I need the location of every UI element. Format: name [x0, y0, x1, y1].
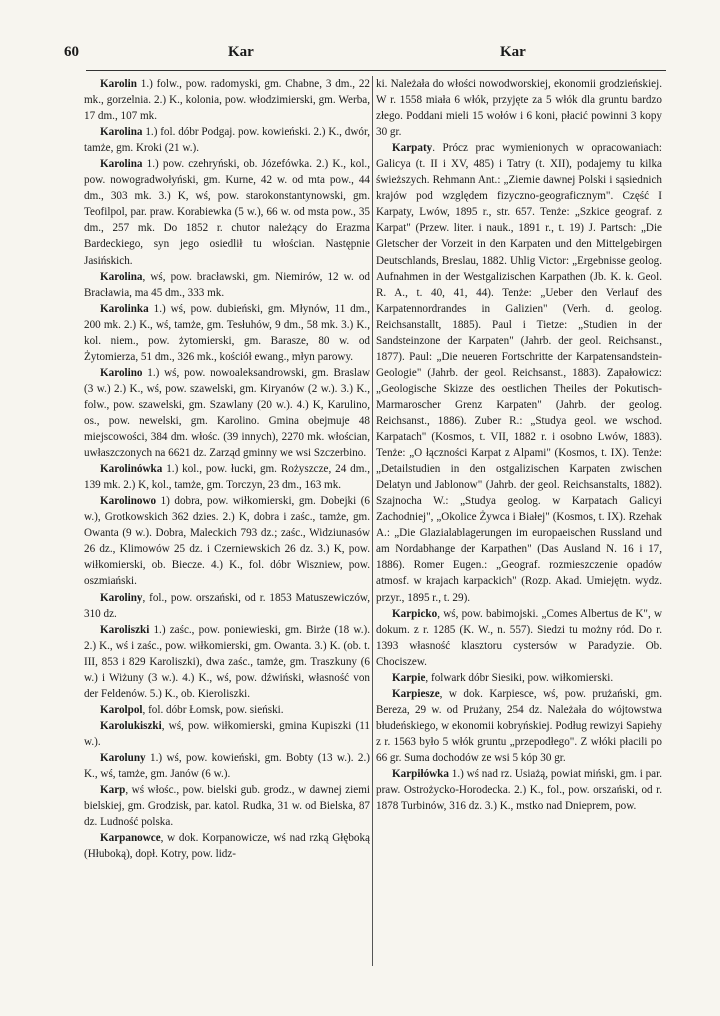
- dictionary-entry: [376, 140, 662, 605]
- dictionary-entry: [376, 766, 662, 814]
- entry-headword: Karolinówka: [100, 463, 163, 476]
- entry-headword: Karoluny: [100, 751, 146, 764]
- entry-text: 1.) folw., pow. radomyski, gm. Chabne, 3 dm., 22 mk., gorzelnia. 2.) K., kolonia, pow. włodzimierski, gm. Werba, 17 dm., 107 mk.: [84, 78, 370, 123]
- dictionary-entry: [84, 718, 370, 750]
- entry-headword: Karolinowo: [100, 495, 157, 508]
- dictionary-entry: [84, 461, 370, 493]
- dictionary-entry: [376, 670, 662, 686]
- column-divider: [372, 76, 373, 966]
- left-column: [84, 76, 370, 976]
- entry-text: 1.) wś, pow. dubieński, gm. Młynów, 11 dm., 200 mk. 2.) K., wś, tamże, gm. Tesłuhów, 9 dm., 58 mk. 3.) K., kol. niem., pow. żytomierski, gm. Barasze, 80 w. od Żytomierza, 51 dm., 326 mk., kościół ewang., młyn parowy.: [84, 302, 370, 363]
- entry-headword: Karolina: [100, 270, 143, 283]
- entry-headword: Karpiesze: [392, 687, 440, 700]
- entry-text: 1.) kol., pow. łucki, gm. Rożyszcze, 24 dm., 139 mk. 2.) K, kol., tamże, gm. Torczyn, 23 dm., 163 mk.: [84, 463, 370, 492]
- entry-headword: Karpaty: [392, 142, 433, 155]
- entry-headword: Karolpol: [100, 703, 143, 716]
- entry-headword: Karpie: [392, 671, 426, 684]
- entry-text: , wś, pow. babimojski. „Comes Albertus de K", w dokum. z r. 1285 (K. W., n. 557). Siedzi tu możny ród. Do r. 1393 własność klasztoru cystersów w Paradyzie. Ob. Chociszew.: [376, 607, 662, 668]
- header-rule: [86, 70, 666, 71]
- dictionary-entry: [84, 782, 370, 830]
- entry-text: , w dok. Korpanowicze, wś nad rzką Głęboką (Hłuboką), dopł. Kotry, pow. lidz-: [84, 832, 370, 861]
- dictionary-entry: [84, 156, 370, 268]
- entry-text: , fol., pow. orszański, od r. 1853 Matuszewiczów, 310 dz.: [84, 591, 370, 620]
- right-column: [376, 76, 662, 976]
- dictionary-entry: [84, 124, 370, 156]
- entry-text: 1.) wś, pow. kowieński, gm. Bobty (13 w.). 2.) K., wś, tamże, gm. Janów (6 w.).: [84, 751, 370, 781]
- entry-headword: Karpiłówka: [392, 768, 449, 781]
- dictionary-entry: [376, 686, 662, 766]
- entry-headword: Karolina: [100, 158, 143, 171]
- dictionary-entry: [84, 301, 370, 365]
- entry-text: , fol. dóbr Łomsk, pow. sieński.: [142, 703, 284, 716]
- entry-headword: Karolino: [100, 366, 143, 379]
- dictionary-entry: [376, 76, 662, 140]
- entry-text: 1.) fol. dóbr Podgaj. pow. kowieński. 2.) K., dwór, tamże, gm. Kroki (21 w.).: [84, 126, 370, 155]
- dictionary-entry: [84, 365, 370, 461]
- dictionary-entry: [84, 750, 370, 782]
- dictionary-entry: [376, 606, 662, 670]
- entry-text: . Prócz prac wymienionych w opracowaniach: Galicya (t. II i XV, 485) i Tatry (t. XII), podajemy tu kilka świeższych. Rehmann Ant.: „Ziemie dawnej Polski i sąsiednich krajów pod względem fizyczno-geograficznym". Część I Karpaty, Lwów, 1895 r., str. 657. Tenże: „Szkice geograf. z Karpat" (Przew. liter. i nauk., 1891 r., t. 19) J. Partsch: „Die Gletscher der Vorzeit in den Karpaten und den Mittelgebirgen Deutschlands, Breslau, 1882. Uhlig Victor: „Ergebnisse geolog. Aufnahmen in der Westgalizischen Karpathen (Jb. K. k. Geol. R. A., t. 40, 41, 44). Tenże: „Ueber den Verlauf des Karpatennordrandes in Galizien" (Verh. d. geolog. Reichsanstallt, 1885). Paul i Tietze: „Studien in der Sandsteinzone der Karpaten" (Jahrb. der geol. Reichsanst., 1877). Paul: „Die neueren Fortschritte der Karpatensandstein-Geologie" (Jahrb. der geol. Reichsanst., 1883). Zapałowicz: „Geologische Skizze des oestlichen Theiles der Pokutisch-Marmaroscher Grenz Karpaten" (Jahrb. der geolog. Reichsanst., 1886). Zuber R.: „Studya geol. we wschod. Karpatach" (Kosmos, t. VII, 1882 r. i osobno Lwów, 1883). Tenże: „O łączności Karpat z Alpami" (Kosmos, t. IX). Tenże: „Detailstudien in den ostgalizischen Karpaten zwischen Delatyn und Jablonow" (Jahrb. der geol. Reichsanstalts, 1882). Szajnocha W.: „Studya geolog. w Karpatach Galicyi Zachodniej", „Okolice Żywca i Białej" (Kosmos, t. IX). Rzehak A.: „Die Glazialablagerungen im europaeischen Russland und am Nordabhange der Karpathen" (Das Ausland N. 16 i 17, 1886). Romer Eugen.: „Geograf. rozmieszczenie opadów atmosf. w krajach karpackich" (Rozp. Akad. Umiejętn. wydz. przyr., 1895 r., t. 29).: [376, 142, 662, 604]
- entry-text: , wś, pow. wiłkomierski, gmina Kupiszki (11 w.).: [84, 719, 370, 748]
- entry-headword: Karpicko: [392, 607, 438, 620]
- dictionary-entry: [84, 590, 370, 622]
- entry-headword: Karolina: [100, 126, 143, 139]
- dictionary-entry: [84, 622, 370, 702]
- entry-text: , wś włośc., pow. bielski gub. grodz., w dawnej ziemi bielskiej, gm. Grodzisk, par. katol. Rudka, 31 w. od Bielska, 87 dz. Ludność polska.: [84, 784, 370, 829]
- entry-headword: Karolinka: [100, 302, 149, 315]
- dictionary-entry: [84, 493, 370, 589]
- entry-text: , wś, pow. bracławski, gm. Niemirów, 12 w. od Bracławia, ma 45 dm., 333 mk.: [84, 270, 370, 299]
- entry-headword: Karpanowce: [100, 832, 161, 845]
- entry-text: 1.) wś nad rz. Usiażą, powiat miński, gm. i par. praw. Ostrożycko-Horodecka. 2.) K., fol., pow. orszański, od r. 1878 Turbinów, 316 dz. 3.) K., mstko nad Dnieprem, pow.: [376, 768, 662, 813]
- entry-headword: Karoliszki: [100, 623, 150, 636]
- dictionary-entry: [84, 76, 370, 124]
- running-head-left: Kar: [228, 44, 254, 60]
- entry-text: 1.) wś, pow. nowoaleksandrowski, gm. Braslaw (3 w.) 2.) K., wś, pow. szawelski, gm. Kiryanów (2 w.). 3.) K., folw., pow. szawelski, gm. Szawlany (20 w.). 4.) K, Karulino, os., pow. newelski, gm. Karolino. Gmina obejmuje 48 miejscowości, 384 dm. włośc. (39 innych), 2270 mk. włościan, uwłaszczonych na 6621 dz. Zarząd gminny we wsi Szczerbino.: [84, 366, 370, 460]
- entry-text: , folwark dóbr Siesiki, pow. wiłkomierski.: [425, 671, 614, 684]
- page-number: 60: [64, 44, 79, 60]
- entry-text: ki. Należała do włości nowodworskiej, ekonomii grodzieńskiej. W r. 1558 miała 6 włók, przyjęte za 5 włók dla gruntu bardzo złego. Poddani mieli 15 wołów i 6 koni, płacić powinni 3 kopy 30 gr.: [376, 78, 662, 139]
- entry-headword: Karp: [100, 784, 126, 797]
- dictionary-entry: [84, 269, 370, 301]
- dictionary-entry: [84, 702, 370, 718]
- entry-text: 1) dobra, pow. wiłkomierski, gm. Dobejki (6 w.), Grotkowskich 362 dzies. 2.) K, dobra i zaśc., tamże, gm. Owanta (9 w.). Dobra, Maleckich 793 dz.; zaśc., Widziunasów 26 dz., Klimowów 25 dz. i Czerniewskich 26 dz. 3.) K, pow. wiłkomierski, ob. Biecze. 4.) K., fol. dóbr Wiszniew, pow. oszmiański.: [84, 495, 370, 588]
- entry-text: , w dok. Karpiesce, wś, pow. prużański, gm. Bereza, 29 w. od Prużany, 254 dz. Należała do wójtowstwa błudeńskiego, w ekonomii kobryńskiej. Podług rewizyi Sapiehy z r. 1563 było 5 włók gruntu „przepodłego". Z włóki płacili po 66 gr. Suma dochodów ze wsi 5 kóp 30 gr.: [376, 687, 662, 764]
- entry-headword: Karolin: [100, 78, 137, 90]
- entry-text: 1.) pow. czehryński, ob. Józefówka. 2.) K., kol., pow. nowogradwołyński, gm. Kurne, 42 w. od mta pow., 44 dm., 303 mk. 3.) K, wś, pow. starokonstantynowski, gm. Teofilpol, par. praw. Korabiewka (5 w.), 66 w. od msta pow., 35 dm., 257 mk. Do 1852 r. chutor należący do Erazma Bardeckiego, syn jego osiedlił tu włościan. Następnie Jasińskich.: [84, 158, 370, 267]
- entry-headword: Karolukiszki: [100, 719, 162, 732]
- running-head-right: Kar: [500, 44, 526, 60]
- entry-text: 1.) zaśc., pow. poniewieski, gm. Birże (18 w.). 2.) K., wś i zaśc., pow. wiłkomierski, gm. Owanta. 3.) K. (ob. t. III, 853 i 829 Karoliszki), dwa zaśc., tamże, gm. Traszkuny (6 w.) i Wiżuny (3 w.). 4.) K., wś, pow. dźwiński, własność von der Feldenów. 5.) K., ob. Kieroliszki.: [84, 623, 370, 700]
- dictionary-entry: [84, 830, 370, 862]
- entry-headword: Karoliny: [100, 591, 143, 604]
